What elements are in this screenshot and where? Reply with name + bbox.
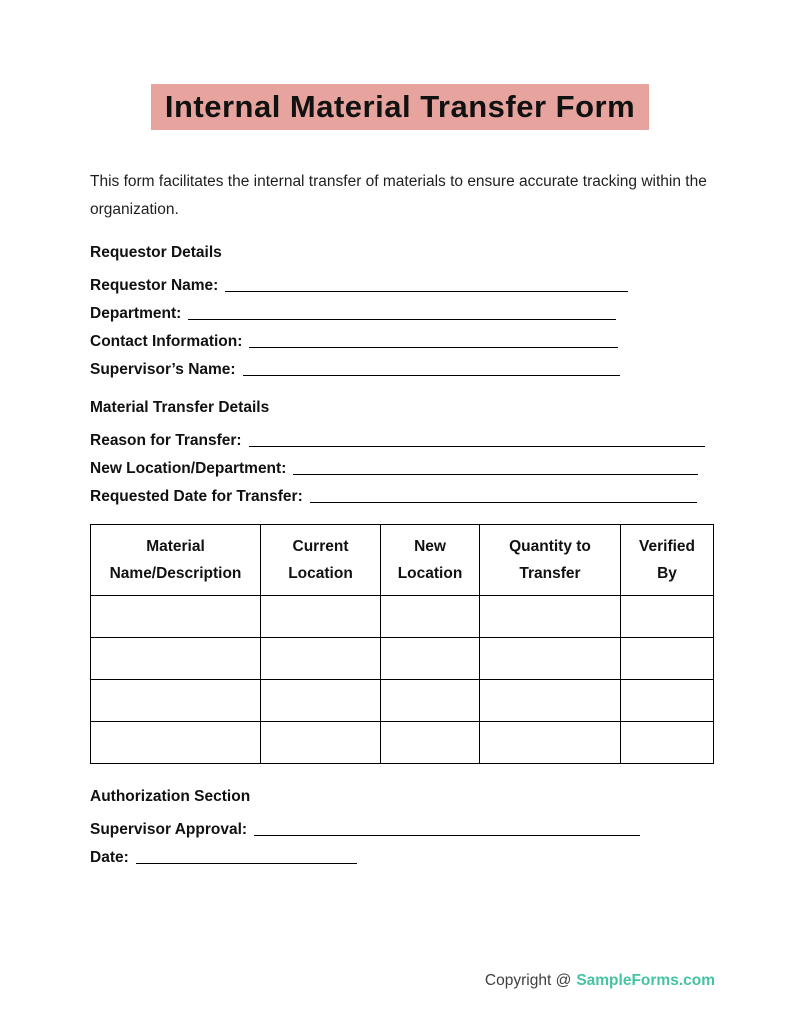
field-label-contact-information: Contact Information: (90, 333, 243, 350)
field-supervisor-name (90, 351, 620, 379)
table-cell (261, 638, 381, 680)
table-row (91, 638, 714, 680)
field-label-requestor-name: Requestor Name: (90, 277, 219, 294)
table-header-quantity: Quantity to Transfer (480, 525, 621, 596)
table-cell (621, 638, 714, 680)
table-cell (91, 722, 261, 764)
field-supervisor-approval (90, 811, 640, 839)
table-cell (381, 596, 480, 638)
blank-line (249, 336, 618, 348)
field-label-requested-date: Requested Date for Transfer: (90, 488, 303, 505)
field-label-department: Department: (90, 305, 182, 322)
field-authorization-date (90, 839, 357, 867)
table-cell (480, 680, 621, 722)
field-requestor-name (90, 267, 628, 295)
table-cell (621, 596, 714, 638)
table-header-material-name: Material Name/Description (91, 525, 261, 596)
field-requested-date (90, 478, 697, 506)
field-label-authorization-date: Date: (90, 849, 129, 866)
blank-line (254, 824, 640, 836)
table-header-verified-by: Verified By (621, 525, 714, 596)
table-cell (261, 596, 381, 638)
table-cell (621, 722, 714, 764)
table-cell (381, 638, 480, 680)
section-heading-requestor: Requestor Details (90, 244, 222, 261)
field-label-reason-for-transfer: Reason for Transfer: (90, 432, 242, 449)
field-new-location-department (90, 450, 698, 478)
table-cell (621, 680, 714, 722)
blank-line (225, 280, 628, 292)
table-cell (261, 722, 381, 764)
blank-line (243, 364, 620, 376)
field-reason-for-transfer (90, 422, 705, 450)
table-header-row (91, 525, 714, 596)
table-header-new-location: New Location (381, 525, 480, 596)
table-cell (381, 680, 480, 722)
material-transfer-table (90, 524, 714, 764)
table-row (91, 680, 714, 722)
blank-line (188, 308, 616, 320)
copyright-text: Copyright @ (484, 972, 572, 989)
sampleforms-link[interactable]: SampleForms.com (576, 972, 715, 989)
field-contact-information (90, 323, 618, 351)
table-row (91, 596, 714, 638)
blank-line (293, 463, 698, 475)
footer (485, 972, 715, 990)
intro-text: This form facilitates the internal transfer of materials to ensure accurate tracking within the organization. (90, 173, 707, 218)
form-content (0, 168, 800, 867)
field-label-supervisor-name: Supervisor’s Name: (90, 361, 236, 378)
blank-line (249, 435, 705, 447)
title-container (0, 0, 800, 130)
table-cell (91, 638, 261, 680)
section-heading-authorization: Authorization Section (90, 788, 251, 805)
page-title: Internal Material Transfer Form (151, 84, 649, 130)
section-heading-transfer: Material Transfer Details (90, 399, 270, 416)
field-department (90, 295, 616, 323)
field-label-supervisor-approval: Supervisor Approval: (90, 821, 248, 838)
table-cell (261, 680, 381, 722)
table-cell (480, 722, 621, 764)
table-cell (381, 722, 480, 764)
table-cell (91, 596, 261, 638)
blank-line (310, 491, 697, 503)
table-cell (480, 638, 621, 680)
field-label-new-location-department: New Location/Department: (90, 460, 287, 477)
blank-line (136, 852, 357, 864)
table-header-current-location: Current Location (261, 525, 381, 596)
table-cell (480, 596, 621, 638)
table-row (91, 722, 714, 764)
table-cell (91, 680, 261, 722)
